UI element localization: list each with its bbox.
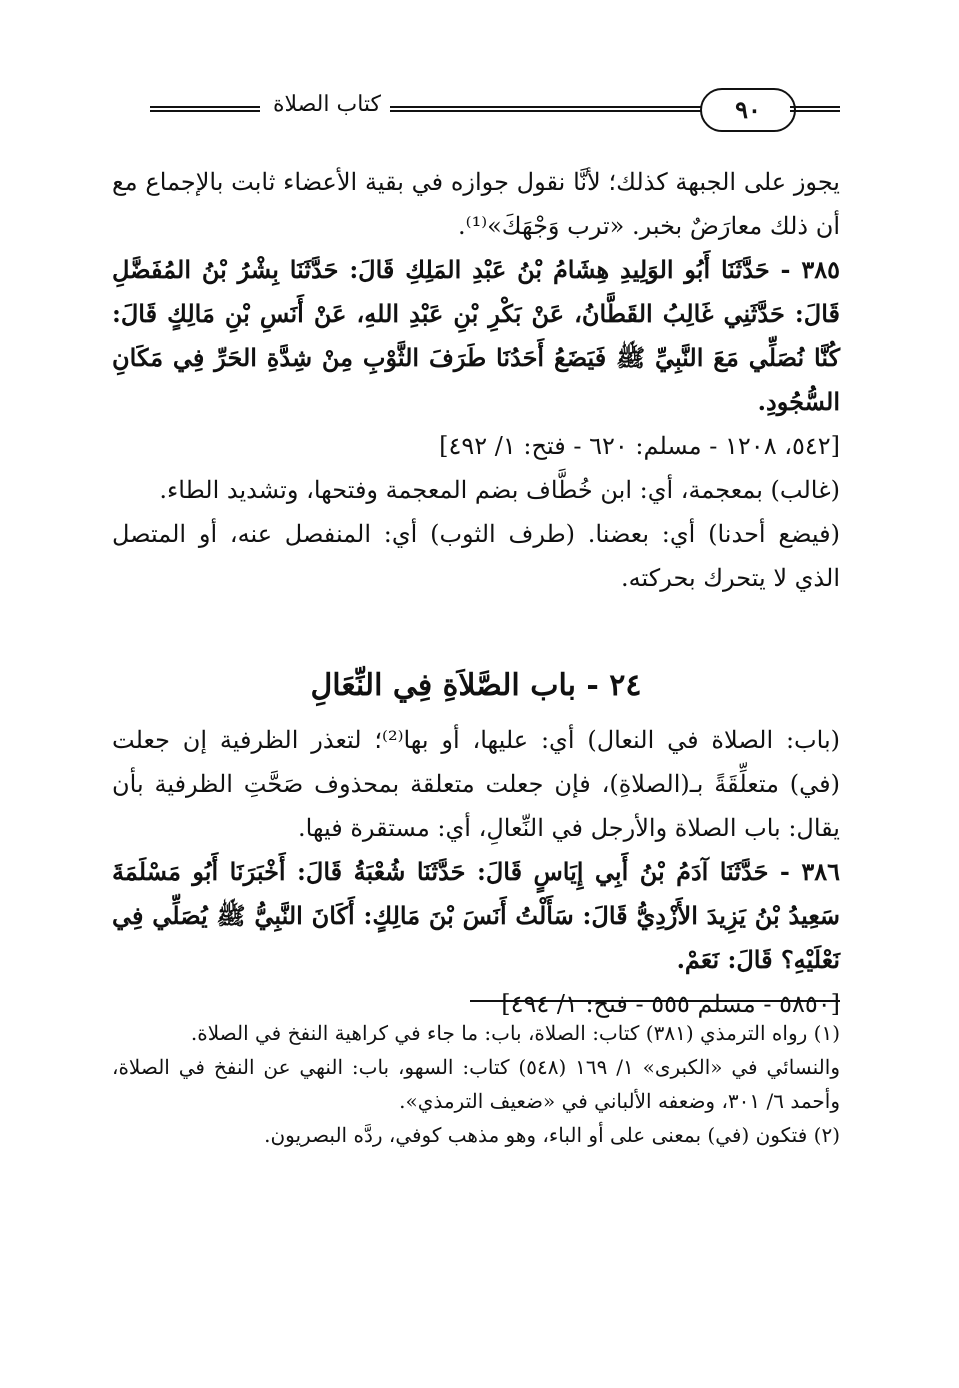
body-block-1 (112, 160, 840, 600)
page-header (100, 88, 840, 132)
book-title: كتاب الصلاة (272, 92, 382, 117)
section-title: ٢٤ - باب الصَّلاَةِ فِي النِّعَالِ (310, 668, 642, 703)
hadith-386: ٣٨٦ - حَدَّثَنَا آدَمُ بْنُ أَبِي إِيَاسٍ قَالَ: حَدَّثَنَا شُعْبَةُ قَالَ: أَخْبَرَنَا أَبُو مَسْلَمَةَ سَعِيدُ بْنُ يَزِيدَ الأَزْدِيُّ قَالَ: سَأَلْتُ أَنَسَ بْنَ مَالِكٍ: أَكَانَ النَّبِيُّ ﷺ يُصَلِّي فِي نَعْلَيْهِ؟ قَالَ: نَعَمْ. (112, 857, 840, 974)
header-rule-left (150, 106, 260, 112)
body-block-2 (112, 718, 840, 1026)
header-rule-right (790, 106, 840, 112)
footnote-separator (470, 1000, 840, 1002)
paragraph-ghalib: (غالب) بمعجمة، أي: ابن خُطَّاف بضم المعجمة وفتحها، وتشديد الطاء. (159, 476, 840, 504)
footnotes (112, 1016, 840, 1152)
paragraph-intro: يجوز على الجبهة كذلك؛ لأنَّا نقول جوازه في بقية الأعضاء ثابت بالإجماع مع أن ذلك معارَضٌ بخبر. «ترب وَجْهَكَ»⁽¹⁾. (112, 168, 840, 240)
hadith-385: ٣٨٥ - حَدَّثَنَا أَبُو الوَلِيدِ هِشَامُ بْنُ عَبْدِ المَلِكِ قَالَ: حَدَّثَنَا بِشْرُ بْنُ المُفَضَّلِ قَالَ: حَدَّثَنِي غَالِبُ القَطَّانُ، عَنْ بَكْرِ بْنِ عَبْدِ اللهِ، عَنْ أَنَسِ بْنِ مَالِكٍ قَالَ: كُنَّا نُصَلِّي مَعَ النَّبِيِّ ﷺ فَيَضَعُ أَحَدُنَا طَرَفَ الثَّوْبِ مِنْ شِدَّةِ الحَرِّ فِي مَكَانِ السُّجُودِ. (112, 255, 840, 416)
footnote-1: (١) رواه الترمذي (٣٨١) كتاب: الصلاة، باب: ما جاء في كراهية النفخ في الصلاة. (190, 1021, 840, 1045)
reference-385: [٥٤٢، ١٢٠٨ - مسلم: ٦٢٠ - فتح: ١/ ٤٩٢] (439, 432, 840, 460)
reference-386: [٥٨٥٠ - مسلم ٥٥٥ - فتح: ١/ ٤٩٤] (501, 990, 840, 1018)
footnote-1-continued: والنسائي في «الكبرى» ١/ ١٦٩ (٥٤٨) كتاب: السهو، باب: النهي عن النفخ في الصلاة، وأحمد ٦/ ٣٠١، وضعفه الألباني في «ضعيف الترمذي». (112, 1055, 840, 1113)
paragraph-bab: (باب: الصلاة في النعال) أي: عليها، أو بها⁽²⁾؛ لتعذر الظرفية إن جعلت (في) متعلِّقَةً بـ(الصلاةِ)، فإن جعلت متعلقة بمحذوف صَحَّتِ الظرفية بأن يقال: باب الصلاة والأرجل في النِّعالِ، أي: مستقرة فيها. (112, 726, 840, 842)
paragraph-fayada: (فيضع أحدنا) أي: بعضنا. (طرف الثوب) أي: المنفصل عنه، أو المتصل الذي لا يتحرك بحركته. (112, 520, 840, 592)
page-number: ٩٠ (700, 88, 796, 132)
footnote-2: (٢) فتكون (في) بمعنى على أو الباء، وهو مذهب كوفي، ردَّه البصريون. (264, 1123, 840, 1147)
